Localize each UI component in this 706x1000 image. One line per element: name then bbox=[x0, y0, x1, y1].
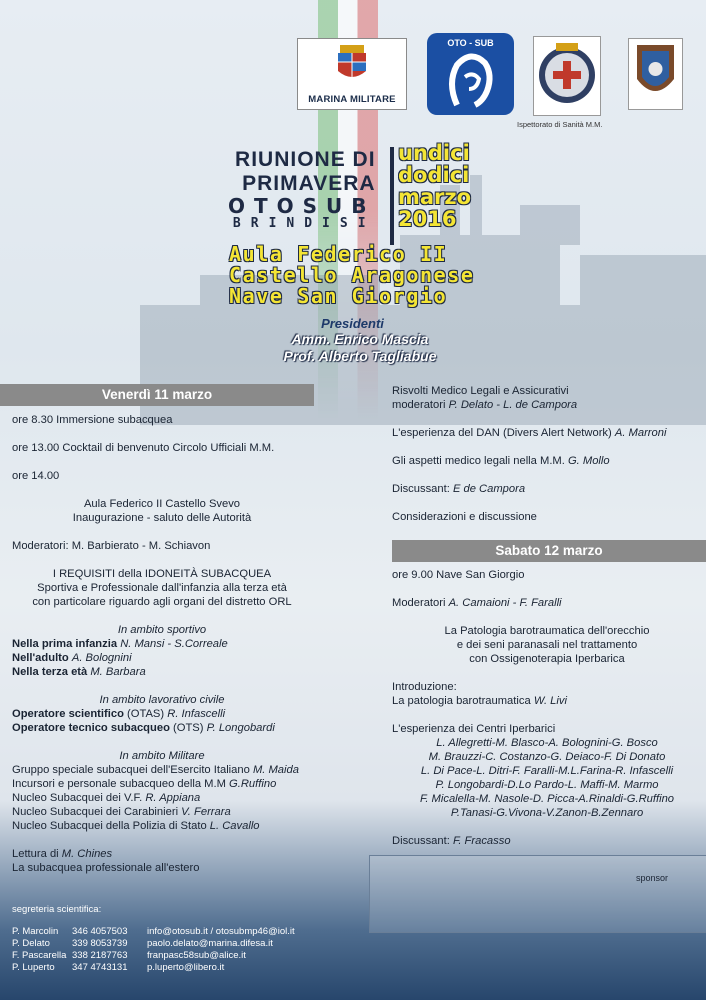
title-divider bbox=[390, 147, 394, 245]
speaker: E de Campora bbox=[452, 483, 526, 495]
program-item: ore 13.00 Cocktail di benvenuto Circolo Ufficiali M.M. bbox=[12, 442, 275, 454]
date-line-2: dodici bbox=[398, 163, 470, 187]
talk-note: (OTS) bbox=[173, 722, 204, 734]
ispettorato-logo bbox=[533, 36, 601, 116]
title-line-4: BRINDISI bbox=[232, 216, 376, 231]
date-line-3: marzo bbox=[398, 185, 472, 209]
president-1: Amm. Enrico Mascia bbox=[291, 331, 429, 347]
contact-email: info@otosub.it / otosubmp46@iol.it bbox=[147, 926, 295, 937]
talk-title: Gli aspetti medico legali nella M.M. bbox=[392, 455, 565, 467]
program-item: Aula Federico II Castello Svevo bbox=[83, 498, 241, 510]
day2-program bbox=[392, 568, 702, 848]
talk-title: Operatore tecnico subacqueo bbox=[12, 722, 170, 734]
shield-crest-icon bbox=[629, 39, 682, 109]
title-line-3: OTOSUB bbox=[228, 194, 376, 218]
contact-phone: 338 2187763 bbox=[72, 950, 128, 961]
segreteria-contacts bbox=[12, 926, 295, 974]
contact-name: P. Luperto bbox=[12, 962, 55, 973]
speaker: F. Fracasso bbox=[452, 835, 511, 847]
otosub-logo bbox=[427, 33, 514, 115]
marina-militare-label: MARINA MILITARE bbox=[308, 94, 396, 105]
speaker: R. Appiana bbox=[145, 792, 201, 804]
talk-title: Operatore scientifico bbox=[12, 708, 124, 720]
contact-row bbox=[12, 962, 295, 974]
venue-line-3: Nave San Giorgio bbox=[229, 284, 448, 308]
session-title: La Patologia barotraumatica dell'orecchio bbox=[444, 625, 650, 637]
speaker: N. Mansi - S.Correale bbox=[120, 638, 228, 650]
contact-row bbox=[12, 950, 295, 962]
venue-line-2: Castello Aragonese bbox=[229, 263, 475, 287]
section-header: In ambito sportivo bbox=[117, 624, 207, 636]
contact-phone: 339 8053739 bbox=[72, 938, 128, 949]
speaker: R. Infascelli bbox=[167, 708, 226, 720]
speaker: P. Longobardi bbox=[206, 722, 275, 734]
talk-title: Gruppo speciale subacquei dell'Esercito Italiano bbox=[12, 764, 250, 776]
ispettorato-label: Ispettorato di Sanità M.M. bbox=[517, 120, 603, 129]
program-item: ore 8.30 Immersione subacquea bbox=[12, 414, 173, 426]
speaker: M. Barbara bbox=[90, 666, 146, 678]
talk-title: Discussant: bbox=[392, 483, 450, 495]
talk-title: Incursori e personale subacqueo della M.M bbox=[12, 778, 226, 790]
session-title: con particolare riguardo agli organi del distretto ORL bbox=[32, 596, 292, 608]
day2-header: Sabato 12 marzo bbox=[392, 540, 706, 562]
talk-title: La subacquea professionale all'estero bbox=[12, 862, 200, 874]
talk-title: Introduzione: bbox=[392, 681, 457, 693]
talk-title: Nucleo Subacquei della Polizia di Stato bbox=[12, 820, 207, 832]
contact-email: p.luperto@libero.it bbox=[147, 962, 225, 973]
unit-shield-logo bbox=[628, 38, 683, 110]
speaker: A. Marroni bbox=[614, 427, 667, 439]
talk-title: Nell'adulto bbox=[12, 652, 69, 664]
speaker: L. Cavallo bbox=[209, 820, 260, 832]
session-title: con Ossigenoterapia Iperbarica bbox=[469, 653, 625, 665]
segreteria-header: segreteria scientifica: bbox=[12, 904, 102, 915]
date-line-4: 2016 bbox=[398, 207, 457, 231]
speaker-list: L. Allegretti-M. Blasco-A. Bolognini-G. Bosco bbox=[436, 737, 658, 749]
speaker: V. Ferrara bbox=[181, 806, 231, 818]
date-line-1: undici bbox=[398, 141, 470, 165]
speaker: M. Chines bbox=[61, 848, 113, 860]
talk-title: Moderatori bbox=[392, 597, 446, 609]
day1-program-continued bbox=[392, 384, 702, 524]
sponsor-label: sponsor bbox=[636, 873, 669, 883]
program-item: ore 9.00 Nave San Giorgio bbox=[392, 569, 525, 581]
speaker: P. Delato - L. de Campora bbox=[448, 399, 578, 411]
speaker: G. Mollo bbox=[567, 455, 610, 467]
moderators: Moderatori: M. Barbierato - M. Schiavon bbox=[12, 540, 211, 552]
talk-title: L'esperienza dei Centri Iperbarici bbox=[392, 723, 556, 735]
contact-phone: 346 4057503 bbox=[72, 926, 128, 937]
otosub-logo-label: OTO - SUB bbox=[447, 38, 494, 48]
venue-line-1: Aula Federico II bbox=[229, 242, 448, 266]
session-title: Sportiva e Professionale dall'infanzia alla terza età bbox=[37, 582, 287, 594]
talk-note: (OTAS) bbox=[127, 708, 165, 720]
talk-title: L'esperienza del DAN (Divers Alert Network) bbox=[392, 427, 612, 439]
speaker: A. Camaioni - F. Faralli bbox=[448, 597, 562, 609]
contact-email: franpasc58sub@alice.it bbox=[147, 950, 246, 961]
medical-cross-seal-icon bbox=[534, 37, 600, 115]
talk-title: Lettura di bbox=[12, 848, 59, 860]
talk-title: Nella prima infanzia bbox=[12, 638, 118, 650]
contact-phone: 347 4743131 bbox=[72, 962, 128, 973]
speaker: G.Ruffino bbox=[229, 778, 277, 790]
title-line-2: PRIMAVERA bbox=[242, 172, 376, 195]
speaker: A. Bolognini bbox=[71, 652, 132, 664]
speaker-list: F. Micalella-M. Nasole-D. Picca-A.Rinaldi-G.Ruffino bbox=[419, 793, 675, 805]
speaker-list: P. Longobardi-D.Lo Pardo-L. Maffi-M. Marmo bbox=[435, 779, 659, 791]
program-item: ore 14.00 bbox=[12, 470, 60, 482]
day1-program bbox=[12, 413, 312, 875]
naval-crest-icon bbox=[336, 45, 368, 83]
talk-title: moderatori bbox=[392, 399, 446, 411]
talk-title: Discussant: bbox=[392, 835, 450, 847]
speaker-list: L. Di Pace-L. Ditri-F. Faralli-M.L.Farina-R. Infascelli bbox=[420, 765, 674, 777]
session-title: e dei seni paranasali nel trattamento bbox=[456, 639, 638, 651]
talk-title: Nella terza età bbox=[12, 666, 88, 678]
sponsor-box bbox=[369, 855, 706, 933]
contact-name: P. Marcolin bbox=[12, 926, 59, 937]
talk-title: Considerazioni e discussione bbox=[392, 511, 537, 523]
session-title: Risvolti Medico Legali e Assicurativi bbox=[392, 385, 569, 397]
speaker-list: P.Tanasi-G.Vivona-V.Zanon-B.Zennaro bbox=[450, 807, 644, 819]
section-header: In ambito Militare bbox=[119, 750, 205, 762]
contact-row bbox=[12, 938, 295, 950]
talk-title: Nucleo Subacquei dei Carabinieri bbox=[12, 806, 179, 818]
contact-email: paolo.delato@marina.difesa.it bbox=[147, 938, 273, 949]
presidents-header: Presidenti bbox=[321, 316, 384, 331]
event-dates bbox=[398, 142, 471, 230]
day1-header: Venerdì 11 marzo bbox=[0, 384, 314, 406]
diver-head-icon bbox=[427, 33, 514, 115]
president-2: Prof. Alberto Tagliabue bbox=[283, 348, 437, 364]
contact-name: F. Pascarella bbox=[12, 950, 67, 961]
contact-name: P. Delato bbox=[12, 938, 50, 949]
event-title bbox=[228, 148, 376, 232]
speaker: M. Maida bbox=[252, 764, 299, 776]
session-title: I REQUISITI della IDONEITÀ SUBACQUEA bbox=[52, 568, 272, 580]
contact-row bbox=[12, 926, 295, 938]
section-header: In ambito lavorativo civile bbox=[99, 694, 225, 706]
title-line-1: RIUNIONE DI bbox=[235, 148, 376, 171]
talk-title: La patologia barotraumatica bbox=[392, 695, 531, 707]
program-item: Inaugurazione - saluto delle Autorità bbox=[72, 512, 252, 524]
marina-militare-logo bbox=[297, 38, 407, 110]
event-venue bbox=[229, 244, 475, 307]
speaker-list: M. Brauzzi-C. Costanzo-G. Deiaco-F. Di Donato bbox=[428, 751, 666, 763]
presidents-block bbox=[250, 316, 470, 365]
speaker: W. Livi bbox=[533, 695, 567, 707]
talk-title: Nucleo Subacquei dei V.F. bbox=[12, 792, 143, 804]
